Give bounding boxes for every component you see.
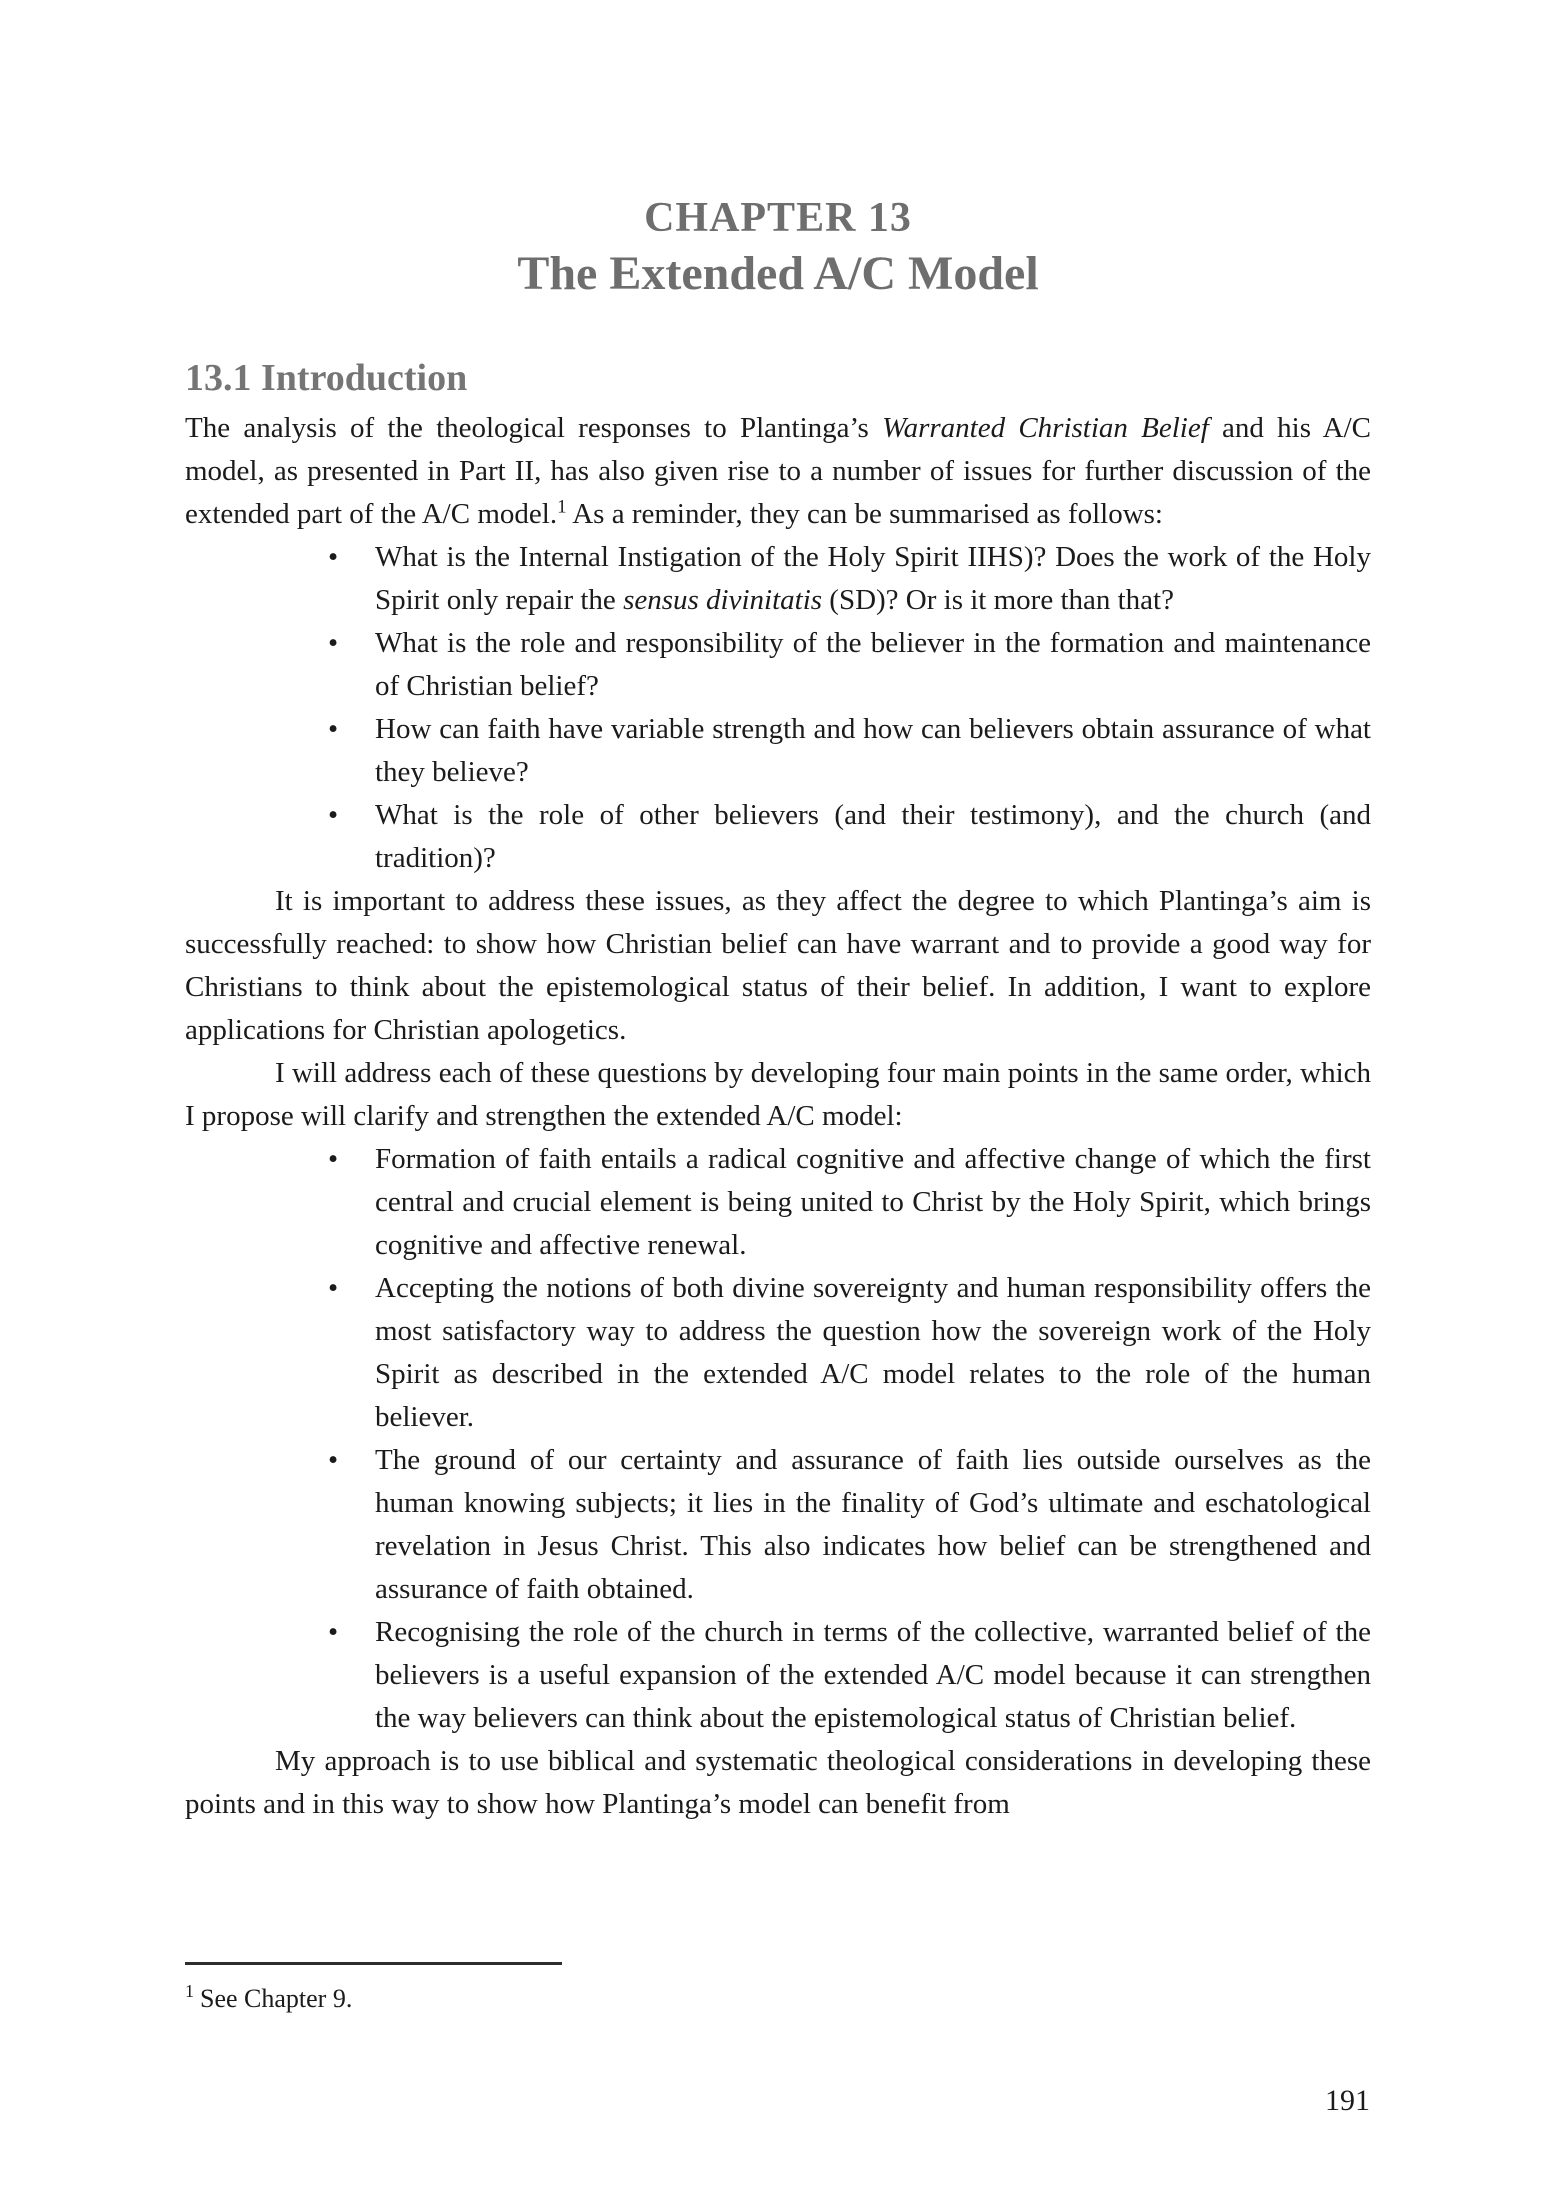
list-item: [328, 1267, 1371, 1439]
list-item: [328, 708, 1371, 794]
text-run: (SD)? Or is it more than that?: [822, 584, 1174, 616]
footnote-ref: 1: [557, 496, 567, 518]
text-run: As a reminder, they can be summarised as follows:: [566, 498, 1163, 530]
paragraph-intro: [185, 407, 1371, 536]
bullet-icon: •: [328, 799, 339, 831]
text-run: What is the role and responsibility of the believer in the formation and maintenance of Christian belief?: [375, 627, 1371, 702]
page-number: 191: [1325, 2084, 1370, 2117]
bullet-icon: •: [328, 713, 339, 745]
footnote: [185, 1982, 1371, 2016]
text-run: How can faith have variable strength and how can believers obtain assurance of what they believe?: [375, 713, 1371, 788]
points-list: [185, 1138, 1371, 1740]
body-text: [185, 407, 1371, 1826]
section-heading: 13.1 Introduction: [185, 357, 468, 399]
bullet-icon: •: [328, 1143, 339, 1175]
text-run: and his A/C model, as presented in Part II, has also given rise to a number of issues for further discussion of the extended part of the A/C model.: [185, 412, 1371, 530]
text-run: Recognising the role of the church in terms of the collective, warranted belief of the believers is a useful expansion of the extended A/C model because it can strengthen the way believers can think about the epistemological status of Christian belief.: [375, 1616, 1371, 1734]
list-item: [328, 794, 1371, 880]
footnote-marker: 1: [185, 1981, 194, 2002]
bullet-icon: •: [328, 627, 339, 659]
book-title-italic: Warranted Christian Belief: [882, 412, 1209, 444]
text-run: The ground of our certainty and assurance of faith lies outside ourselves as the human knowing subjects; it lies in the finality of God’s ultimate and eschatological revelation in Jesus Christ. This also indicates how belief can be strengthened and assurance of faith obtained.: [375, 1444, 1371, 1605]
text-run: Formation of faith entails a radical cognitive and affective change of which the first central and crucial element is being united to Christ by the Holy Spirit, which brings cognitive and affective renewal.: [375, 1143, 1371, 1261]
page-content: [185, 0, 1371, 1826]
text-run: The analysis of the theological responses to Plantinga’s: [185, 412, 883, 444]
text-run: Accepting the notions of both divine sovereignty and human responsibility offers the most satisfactory way to address the question how the sovereign work of the Holy Spirit as described in the extended A/C model relates to the role of the human believer.: [375, 1272, 1371, 1433]
latin-term-italic: sensus divinitatis: [623, 584, 823, 616]
bullet-icon: •: [328, 1444, 339, 1476]
bullet-icon: •: [328, 1272, 339, 1304]
text-run: What is the Internal Instigation of the Holy Spirit IIHS)? Does the work of the Holy Spirit only repair the: [375, 541, 1371, 616]
bullet-icon: •: [328, 541, 339, 573]
list-item: [328, 1439, 1371, 1611]
footnote-divider: [185, 1962, 562, 1965]
paragraph: I will address each of these questions by developing four main points in the same order, which I propose will clarify and strengthen the extended A/C model:: [185, 1057, 1371, 1132]
chapter-label: CHAPTER 13: [644, 195, 912, 241]
list-item: [328, 1611, 1371, 1740]
bullet-icon: •: [328, 1616, 339, 1648]
chapter-heading: [185, 192, 1371, 304]
paragraph: It is important to address these issues, as they affect the degree to which Plantinga’s aim is successfully reached: to show how Christian belief can have warrant and to provide a good way for Christians to think about the epistemological status of their belief. In addition, I want to explore applications for Christian apologetics.: [185, 885, 1371, 1046]
list-item: [328, 622, 1371, 708]
questions-list: [185, 536, 1371, 880]
list-item: [328, 536, 1371, 622]
list-item: [328, 1138, 1371, 1267]
chapter-title: The Extended A/C Model: [517, 247, 1039, 300]
paragraph: My approach is to use biblical and systematic theological considerations in developing these points and in this way to show how Plantinga’s model can benefit from: [185, 1745, 1371, 1820]
footnote-section: [185, 1962, 1371, 2016]
text-run: What is the role of other believers (and their testimony), and the church (and tradition)?: [375, 799, 1371, 874]
footnote-text: See Chapter 9.: [200, 1984, 353, 2013]
